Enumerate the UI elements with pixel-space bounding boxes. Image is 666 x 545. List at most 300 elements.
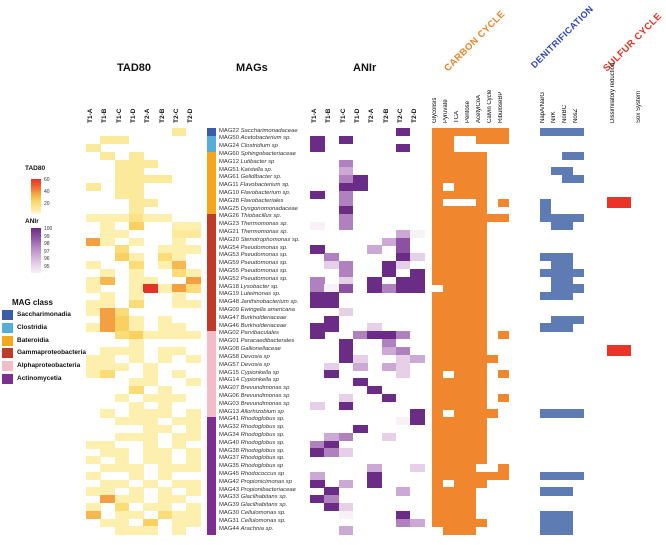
mag-row-label [219, 229, 288, 237]
mag-id: MAG21 [219, 228, 241, 235]
denitrification-gene-cell [540, 409, 551, 417]
mag-id: MAG45 [219, 471, 241, 477]
tad80-cell [115, 433, 130, 441]
anir-cell [353, 363, 368, 371]
mag-id: MAG11 [219, 182, 241, 189]
mag-row-label [219, 167, 272, 175]
carbon-pathway-cell [476, 136, 487, 144]
anir-cell [367, 245, 382, 253]
tad80-cell [129, 238, 144, 246]
anir-legend-tick: 95 [44, 263, 50, 270]
tad80-cell [129, 300, 144, 308]
denitrification-gene-cell [540, 292, 551, 300]
mag-taxon: Rhodoglobus sp. [240, 447, 285, 454]
tad80-cell [172, 128, 187, 136]
mag-taxon: Pseudomonas sp. [240, 275, 288, 282]
anir-col-label: T1-B [325, 108, 333, 123]
tad80-cell [86, 511, 101, 519]
carbon-pathway-cell [465, 526, 476, 534]
mag-id: MAG53 [219, 252, 241, 259]
mag-taxon: Rhodococcus sp [240, 471, 285, 477]
mag-id: MAG15 [219, 369, 241, 376]
mag-id: MAG14 [219, 377, 241, 384]
mag-taxon: Pseudomonas sp. [240, 252, 288, 259]
mag-row-label [219, 135, 291, 143]
mag-row-label [219, 182, 290, 190]
mag-row-label [219, 385, 289, 393]
tad80-cell [186, 245, 201, 253]
anir-cell [339, 448, 354, 456]
anir-col-label: T1-C [339, 108, 347, 123]
mag-id: MAG43 [219, 486, 241, 493]
denitrification-gene-cell [540, 487, 551, 495]
anir-cell [339, 222, 354, 230]
tad80-cell [143, 331, 158, 339]
tad80-cell [129, 472, 144, 480]
anir-cell [339, 402, 354, 410]
mag-taxon: Sphingobacteriaceae [240, 150, 296, 157]
carbon-col-label: Calvin Cycle [486, 89, 493, 123]
tad80-cell [143, 394, 158, 402]
mag-row-label [219, 291, 281, 299]
mag-row-label [219, 409, 284, 417]
tad80-cell [100, 323, 115, 331]
anir-cell [367, 331, 382, 339]
mag-id: MAG46 [219, 322, 241, 329]
carbon-pathway-cell [443, 363, 454, 371]
mag-id: MAG09 [219, 307, 241, 314]
sulfur-system-cell [607, 345, 631, 356]
mag-class-label: Gammaproteobacteria [17, 349, 86, 357]
tad80-cell [100, 238, 115, 246]
tad80-cell [86, 441, 101, 449]
anir-cell [310, 448, 325, 456]
mag-taxon: Allorhizobium sp [240, 408, 284, 415]
anir-col-label: T1-D [354, 108, 362, 123]
tad80-cell [172, 331, 187, 339]
mag-class-label: Clostridia [17, 323, 47, 331]
mag-id: MAG61 [219, 174, 241, 181]
mag-class-label: Actinomycetia [17, 375, 62, 382]
anir-cell [396, 487, 411, 495]
anir-cell [382, 363, 397, 371]
tad80-cell [115, 214, 130, 222]
mag-id: MAG06 [219, 392, 241, 399]
mag-row-label [219, 424, 285, 432]
denitrification-gene-cell [540, 323, 551, 331]
mag-id: MAG54 [219, 244, 241, 251]
mag-taxon: Thiobacillus sp. [240, 213, 282, 220]
mag-class-swatch [2, 374, 13, 384]
tad80-cell [100, 370, 115, 378]
tad80-cell [100, 448, 115, 456]
anir-cell [353, 331, 368, 339]
anir-cell [353, 183, 368, 191]
tad80-panel-title: TAD80 [117, 62, 152, 74]
mag-id: MAG48 [219, 299, 241, 306]
tad80-cell [86, 323, 101, 331]
tad80-cell [115, 347, 130, 355]
mag-taxon: Gelidibacter sp. [240, 174, 282, 181]
mag-id: MAG25 [219, 205, 241, 212]
anir-cell [382, 269, 397, 277]
mag-id: MAG08 [219, 346, 241, 353]
anir-cell [382, 284, 397, 292]
carbon-pathway-cell [498, 331, 509, 339]
tad80-cell [100, 519, 115, 527]
mag-taxon: Dysgonomonadaceae [240, 205, 298, 212]
tad80-cell [100, 152, 115, 160]
sulfur-system-cell [607, 197, 631, 208]
mag-taxon: Lysobacter sp. [240, 283, 279, 290]
tad80-cell [186, 487, 201, 495]
mag-row-label [219, 401, 289, 409]
tad80-cell [158, 331, 173, 339]
mag-taxon: Brevundimonas sp [240, 385, 290, 392]
mag-taxon: Thermomonas sp. [240, 228, 289, 235]
tad80-cell [115, 480, 130, 488]
tad80-cell [158, 175, 173, 183]
mag-id: MAG30 [219, 510, 241, 517]
carbon-pathway-cell [487, 409, 498, 417]
denitrification-gene-cell [551, 472, 562, 480]
tad80-cell [158, 511, 173, 519]
mag-id: MAG32 [219, 424, 241, 431]
mag-row-label [219, 362, 270, 370]
mag-row-label [219, 198, 284, 206]
mag-row-label [219, 432, 285, 440]
anir-cell [353, 425, 368, 433]
mag-row-label [219, 510, 286, 518]
mag-row-label [219, 206, 298, 214]
mag-taxon: Flavobacterium sp. [240, 189, 291, 196]
anir-cell [339, 308, 354, 316]
mag-row-label [219, 143, 278, 151]
anir-cell [396, 144, 411, 152]
anir-cell [339, 511, 354, 519]
sulfur-col-label: Dissimilatory reduction [610, 62, 616, 123]
denitrification-gene-cell [562, 409, 573, 417]
denitrification-gene-cell [573, 128, 584, 136]
tad80-cell [158, 472, 173, 480]
mag-row-label [219, 221, 288, 229]
denitrification-gene-cell [540, 526, 551, 534]
tad80-cell [86, 261, 101, 269]
mag-taxon: Burkholderiaceae [240, 314, 287, 321]
mag-taxon: Pseudomonas sp. [240, 260, 288, 267]
tad80-cell [186, 519, 201, 527]
mag-row-label [219, 440, 285, 448]
mag-taxon: Rhodoglobus sp. [240, 416, 285, 423]
carbon-pathway-cell [498, 136, 509, 144]
mag-taxon: Glacilhabitans sp. [240, 494, 288, 501]
tad80-cell [86, 370, 101, 378]
mag-taxon: Propionibacteriaceae [240, 486, 296, 493]
anir-cell [310, 245, 325, 253]
mag-row-label [219, 518, 286, 526]
mag-taxon: Janthinobacterium sp. [240, 299, 299, 306]
tad80-cell [115, 331, 130, 339]
tad80-cell [100, 495, 115, 503]
tad80-cell [100, 409, 115, 417]
mag-row-label [219, 307, 295, 315]
mag-id: MAG12 [219, 158, 241, 165]
tad80-legend-tick: 20 [44, 201, 50, 207]
mag-class-swatch [2, 323, 13, 333]
anir-cell [382, 433, 397, 441]
mag-row-label [219, 245, 288, 253]
denitrification-gene-cell [551, 323, 562, 331]
mag-taxon: Cellulomonas sp. [240, 517, 286, 524]
tad80-cell [115, 417, 130, 425]
tad80-cell [86, 284, 101, 292]
denitrification-gene-cell [573, 269, 584, 277]
mag-taxon: Rhodoglobus sp [240, 463, 284, 470]
mag-id: MAG40 [219, 439, 241, 446]
denitrification-gene-cell [551, 487, 562, 495]
mag-class-swatch [2, 348, 13, 358]
carbon-pathway-cell [487, 136, 498, 144]
tad80-cell [86, 456, 101, 464]
tad80-cell [143, 480, 158, 488]
denitrification-gene-cell [562, 472, 573, 480]
tad80-cell [186, 355, 201, 363]
mag-id: MAG60 [219, 150, 241, 157]
denitrification-gene-cell [573, 472, 584, 480]
mag-taxon: Rhodoglobus sp. [240, 424, 285, 431]
tad80-cell [129, 433, 144, 441]
mag-row-label [219, 237, 300, 245]
mag-id: MAG47 [219, 314, 241, 321]
tad80-cell [100, 277, 115, 285]
anir-legend-tick: 99 [44, 233, 50, 240]
anir-cell [396, 261, 411, 269]
mag-id: MAG33 [219, 494, 241, 501]
tad80-cell [129, 386, 144, 394]
tad80-cell [86, 308, 101, 316]
tad80-cell [143, 284, 158, 292]
mag-row-label [219, 479, 292, 487]
anir-cell [396, 128, 411, 136]
tad80-col-label: T2-C [172, 108, 180, 123]
carbon-col-label: Pentose [464, 100, 471, 123]
tad80-cell [186, 284, 201, 292]
mag-taxon: Rhodoglobus sp. [240, 431, 285, 438]
tad80-cell [115, 526, 130, 534]
tad80-col-label: T1-A [87, 108, 95, 123]
mag-row-label [219, 377, 279, 385]
mag-id: MAG13 [219, 408, 241, 415]
tad80-legend-title: TAD80 [25, 165, 46, 172]
mag-taxon: Cellulomonas sp. [240, 510, 286, 517]
tad80-cell [115, 363, 130, 371]
denitrification-gene-cell [573, 316, 584, 324]
anir-cell [396, 519, 411, 527]
tad80-legend-gradient [31, 179, 41, 214]
mag-row-label [219, 174, 282, 182]
anir-cell [339, 433, 354, 441]
mag-id: MAG39 [219, 502, 241, 509]
tad80-cell [143, 160, 158, 168]
carbon-pathway-cell [454, 526, 465, 534]
tad80-cell [186, 433, 201, 441]
tad80-cell [172, 464, 187, 472]
tad80-cell [158, 409, 173, 417]
anir-cell [310, 402, 325, 410]
sulfur-col-label: Sox System [635, 90, 642, 123]
anir-legend-tick: 96 [44, 256, 50, 262]
denitrification-col-label: NapA/NarG [539, 91, 546, 123]
anir-cell [310, 222, 325, 230]
mag-taxon: Devosia sp [240, 353, 270, 360]
mag-taxon: Propionicimonas sp [240, 478, 293, 485]
mag-class-label: Saccharimonadia [17, 311, 71, 318]
carbon-pathway-cell [454, 128, 465, 136]
mag-row-label [219, 471, 284, 479]
carbon-pathway-cell [432, 519, 443, 527]
anir-cell [382, 347, 397, 355]
anir-cell [396, 331, 411, 339]
mag-id: MAG19 [219, 291, 241, 298]
tad80-cell [158, 261, 173, 269]
carbon-pathway-cell [498, 472, 509, 480]
anir-cell [353, 378, 368, 386]
mag-id: MAG51 [219, 166, 241, 173]
mag-row-label [219, 448, 285, 456]
mag-row-label [219, 284, 279, 292]
mag-id: MAG35 [219, 463, 241, 470]
denitrification-gene-cell [540, 269, 551, 277]
mag-taxon: Thermomonas sp. [240, 221, 289, 228]
anir-col-label: T2-C [396, 108, 404, 123]
anir-cell [339, 526, 354, 534]
mag-row-label [219, 268, 288, 276]
mag-id: MAG42 [219, 478, 241, 485]
tad80-cell [100, 464, 115, 472]
tad80-cell [172, 269, 187, 277]
anir-cell [410, 355, 425, 363]
tad80-cell [143, 175, 158, 183]
anir-cell [339, 480, 354, 488]
mag-row-label [219, 455, 285, 463]
anir-cell [410, 253, 425, 261]
mag-id: MAG38 [219, 447, 241, 454]
carbon-pathway-cell [443, 472, 454, 480]
mag-class-swatch [2, 336, 13, 346]
tad80-cell [86, 472, 101, 480]
denitrification-gene-cell [562, 175, 573, 183]
mag-row-label [219, 354, 270, 362]
mag-taxon: Acetobacterium sp. [240, 135, 292, 142]
anir-cell [310, 331, 325, 339]
mag-class-bar-cell [207, 526, 216, 534]
denitrification-gene-cell [551, 167, 562, 175]
denitrification-gene-cell [573, 214, 584, 222]
carbon-col-label: Glycolisis [431, 97, 438, 123]
mag-id: MAG07 [219, 385, 241, 392]
denitrification-gene-cell [573, 284, 584, 292]
mag-id: MAG34 [219, 431, 241, 438]
denitrification-gene-cell [573, 175, 584, 183]
anir-cell [339, 136, 354, 144]
tad80-cell [115, 191, 130, 199]
anir-col-label: T2-A [368, 108, 376, 123]
anir-cell [410, 230, 425, 238]
anir-cell [410, 464, 425, 472]
tad80-cell [172, 480, 187, 488]
mag-id: MAG55 [219, 268, 241, 275]
tad80-cell [186, 464, 201, 472]
mag-row-label [219, 463, 283, 471]
anir-cell [324, 448, 339, 456]
mag-row-label [219, 416, 285, 424]
tad80-col-label: T1-C [115, 108, 123, 123]
denitrification-gene-cell [562, 487, 573, 495]
mag-row-label [219, 276, 288, 284]
anir-panel-title: ANIr [353, 62, 377, 74]
denitrification-gene-cell [562, 222, 573, 230]
denitrification-gene-cell [573, 409, 584, 417]
tad80-cell [143, 503, 158, 511]
tad80-cell [115, 230, 130, 238]
carbon-col-label: TCA [453, 111, 460, 123]
mag-row-label [219, 159, 274, 167]
carbon-pathway-cell [454, 191, 465, 199]
mag-taxon: Gallionellaceae [240, 346, 281, 353]
mag-row-label [219, 128, 298, 136]
mag-id: MAG58 [219, 353, 241, 360]
mag-class-legend-title: MAG class [12, 298, 53, 307]
tad80-cell [86, 183, 101, 191]
mag-row-label [219, 487, 296, 495]
tad80-cell [86, 214, 101, 222]
carbon-pathway-cell [465, 128, 476, 136]
denitrification-gene-cell [562, 323, 573, 331]
tad80-cell [143, 378, 158, 386]
mag-taxon: Lutibacter sp [240, 158, 275, 165]
anir-cell [410, 519, 425, 527]
mag-taxon: Arachnia sp. [240, 525, 274, 532]
denitrification-title: DENITRIFICATION [528, 3, 596, 71]
anir-legend-tick: 100 [44, 226, 53, 232]
tad80-cell [172, 441, 187, 449]
anir-cell [310, 144, 325, 152]
tad80-col-label: T2-B [158, 108, 166, 123]
anir-cell [396, 284, 411, 292]
carbon-pathway-cell [476, 456, 487, 464]
tad80-cell [143, 199, 158, 207]
tad80-cell [186, 378, 201, 386]
mag-row-label [219, 260, 288, 268]
tad80-cell [115, 464, 130, 472]
tad80-cell [115, 136, 130, 144]
carbon-cycle-title: CARBON CYCLE [442, 8, 508, 74]
anir-cell [410, 284, 425, 292]
carbon-pathway-cell [432, 277, 443, 285]
tad80-col-label: T2-D [187, 108, 195, 123]
mag-row-label [219, 213, 281, 221]
anir-cell [324, 323, 339, 331]
mag-id: MAG23 [219, 221, 241, 228]
anir-cell [310, 480, 325, 488]
mag-taxon: Rhodoglobus sp. [240, 439, 285, 446]
tad80-cell [186, 300, 201, 308]
tad80-cell [86, 487, 101, 495]
mag-row-label [219, 370, 279, 378]
denitrification-gene-cell [562, 152, 573, 160]
tad80-col-label: T1-D [130, 108, 138, 123]
carbon-pathway-cell [487, 355, 498, 363]
